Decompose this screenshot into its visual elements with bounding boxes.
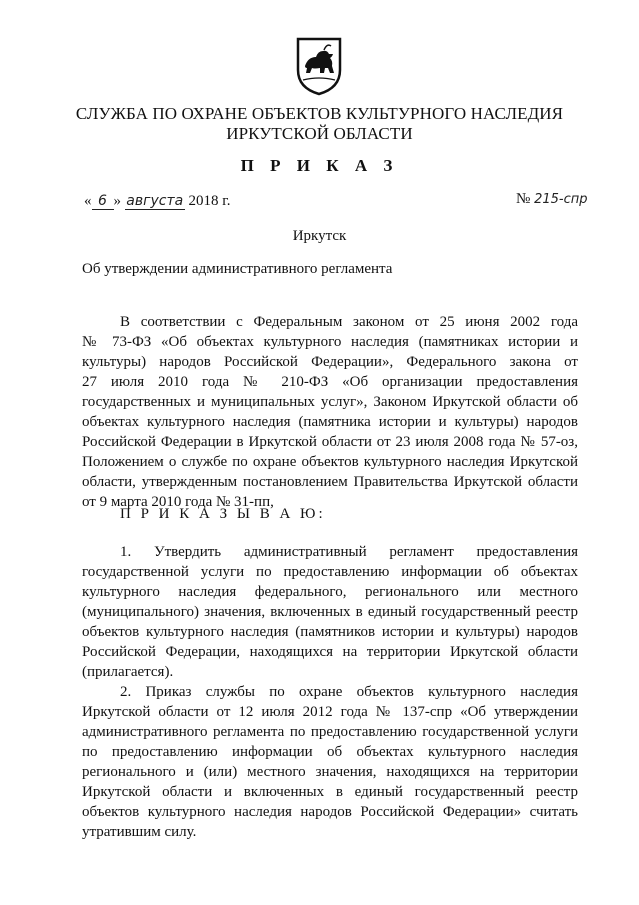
preamble-line: культуры) народов Российской Федерации», Федерального закона от	[82, 354, 578, 370]
preamble-line: № 73-ФЗ «Об объектах культурного наследия (памятниках истории и	[82, 334, 578, 350]
date-day: 6	[92, 193, 114, 210]
order-directive-word: П Р И К А З Ы В А Ю:	[120, 506, 326, 522]
preamble-line: Российской Федерации в Иркутской области от 23 июля 2008 года № 57-оз,	[82, 434, 578, 450]
document-type-title: П Р И К А З	[240, 156, 399, 175]
agency-name-line2: ИРКУТСКОЙ ОБЛАСТИ	[226, 124, 413, 143]
preamble-line: объектах культурного наследия (памятника истории и культуры) народов	[82, 414, 578, 430]
item2-line: Иркутской области от 12 июля 2012 года № 137-спр «Об утверждении	[82, 704, 578, 720]
preamble-line: государственных и муниципальных услуг», Законом Иркутской области об	[82, 394, 578, 410]
item2-line: по предоставлению информации об объектах культурного наследия	[82, 744, 578, 760]
date-close-quote: »	[113, 193, 121, 209]
item1-line: культурного наследия федерального, регионального или местного	[82, 584, 578, 600]
order-number	[516, 191, 596, 208]
preamble-line: Положением о службе по охране объектов культурного наследия Иркутской	[82, 454, 578, 470]
item1-line: объектов культурного наследия (памятников истории и культуры) народов	[82, 624, 578, 640]
item1-line: 1. Утвердить административный регламент предоставления	[120, 544, 578, 560]
preamble-line: области, утвержденным постановлением Правительства Иркутской области	[82, 474, 578, 490]
item2-line: Иркутской области и включенных в единый государственный реестр	[82, 784, 578, 800]
date-year: 2018 г.	[188, 193, 231, 209]
coat-of-arms-icon	[294, 36, 344, 96]
order-subject: Об утверждении административного регламента	[82, 261, 393, 277]
preamble-line: В соответствии с Федеральным законом от 25 июня 2002 года	[120, 314, 578, 330]
item1-line: государственной услуги по предоставлению информации об объектах	[82, 564, 578, 580]
order-date	[84, 193, 230, 210]
order-number-prefix: №	[516, 191, 531, 207]
preamble-line: 27 июля 2010 года № 210-ФЗ «Об организации предоставления	[82, 374, 578, 390]
item1-line: (прилагается).	[82, 664, 174, 680]
item1-line: (муниципального) значения, включенных в единый государственный реестр	[82, 604, 578, 620]
item2-line: объектов культурного наследия народов Российской Федерации» считать	[82, 804, 578, 820]
agency-name-line1: СЛУЖБА ПО ОХРАНЕ ОБЪЕКТОВ КУЛЬТУРНОГО НАСЛЕДИЯ	[75, 104, 564, 123]
item2-line: утратившим силу.	[82, 824, 197, 840]
order-number-value: 215-спр	[534, 192, 588, 207]
item2-line: 2. Приказ службы по охране объектов культурного наследия	[120, 684, 578, 700]
item2-line: регионального и (или) местного значения, находящихся на территории	[82, 764, 578, 780]
item1-line: Российской Федерации, находящихся на территории Иркутской области	[82, 644, 578, 660]
item2-line: административного регламента по предоставлению государственной услуги	[82, 724, 578, 740]
city: Иркутск	[292, 228, 347, 244]
preamble-line: от 9 марта 2010 года № 31-пп,	[82, 494, 274, 510]
date-month: августа	[126, 193, 184, 209]
date-open-quote: «	[84, 193, 92, 209]
